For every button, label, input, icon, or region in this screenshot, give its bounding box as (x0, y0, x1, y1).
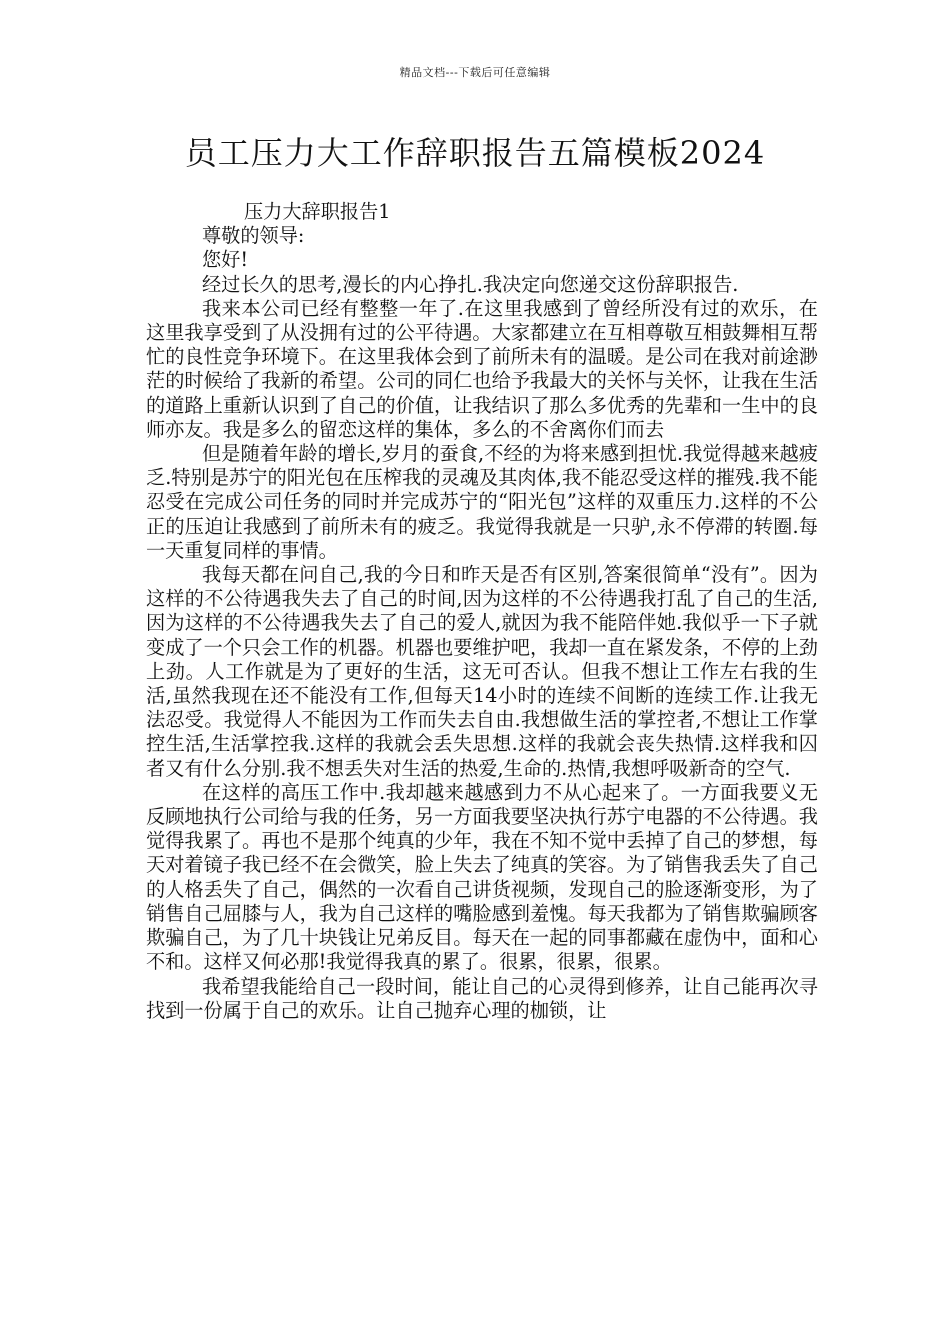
paragraph-1: 经过长久的思考,漫长的内心挣扎.我决定向您递交这份辞职报告. (202, 272, 739, 296)
paragraph-6: 我希望我能给自己一段时间，能让自己的心灵得到修养，让自己能再次寻找到一份属于自己的欢乐。让自己抛弃心理的枷锁，让 (146, 974, 818, 1022)
section-heading: 压力大辞职报告1 (244, 200, 391, 223)
paragraph-5: 在这样的高压工作中.我却越来越感到力不从心起来了。一方面我要义无反顾地执行公司给与我的任务，另一方面我要坚决执行苏宁电器的不公待遇。我觉得我累了。再也不是那个纯真的少年，我在不知不觉中丢掉了自己的梦想，每天对着镜子我已经不在会微笑，脸上失去了纯真的笑容。为了销售我丢失了自己的人格丢失了自己，偶然的一次看自己讲货视频，发现自己的脸逐渐变形，为了销售自己屈膝与人，我为自己这样的嘴脸感到羞愧。每天我都为了销售欺骗顾客欺骗自己，为了几十块钱让兄弟反目。每天在一起的同事都藏在虚伪中，面和心不和。这样又何必那!我觉得我真的累了。很累，很累，很累。 (146, 780, 818, 974)
header-note: 精品文档---下载后可任意编辑 (399, 66, 551, 79)
paragraph-4: 我每天都在问自己,我的今日和昨天是否有区别,答案很简单“没有”。因为这样的不公待遇我失去了自己的时间,因为这样的不公待遇我打乱了自己的生活,因为这样的不公待遇我失去了自己的爱人,就因为我不能陪伴她.我似乎一下子就变成了一个只会工作的机器。机器也要维护吧，我却一直在紧发条，不停的上劲上劲。人工作就是为了更好的生活，这无可否认。但我不想让工作左右我的生活,虽然我现在还不能没有工作,但每天14小时的连续不间断的连续工作.让我无法忍受。我觉得人不能因为工作而失去自由.我想做生活的掌控者,不想让工作掌控生活,生活掌控我.这样的我就会丢失思想.这样的我就会丧失热情.这样我和囚者又有什么分别.我不想丢失对生活的热爱,生命的.热情,我想呼吸新奇的空气. (146, 563, 818, 780)
hello-line: 您好! (202, 248, 249, 272)
paragraph-3: 但是随着年龄的增长,岁月的蚕食,不经的为将来感到担忧.我觉得越来越疲乏.特别是苏宁的阳光包在压榨我的灵魂及其肉体,我不能忍受这样的摧残.我不能忍受在完成公司任务的同时并完成苏宁的“阳光包”这样的双重压力.这样的不公正的压迫让我感到了前所未有的疲乏。我觉得我就是一只驴,永不停滞的转圈.每一天重复同样的事情。 (146, 442, 818, 562)
document-title: 员工压力大工作辞职报告五篇模板2024 (184, 134, 766, 172)
document-body (146, 200, 818, 1023)
paragraph-2: 我来本公司已经有整整一年了.在这里我感到了曾经所没有过的欢乐，在这里我享受到了从没拥有过的公平待遇。大家都建立在互相尊敬互相鼓舞相互帮忙的良性竞争环境下。在这里我体会到了前所未有的温暖。是公司在我对前途渺茫的时候给了我新的希望。公司的同仁也给予我最大的关怀与关怀，让我在生活的道路上重新认识到了自己的价值，让我结识了那么多优秀的先辈和一生中的良师亦友。我是多么的留恋这样的集体，多么的不舍离你们而去 (146, 296, 818, 441)
greeting-line: 尊敬的领导: (202, 224, 305, 248)
